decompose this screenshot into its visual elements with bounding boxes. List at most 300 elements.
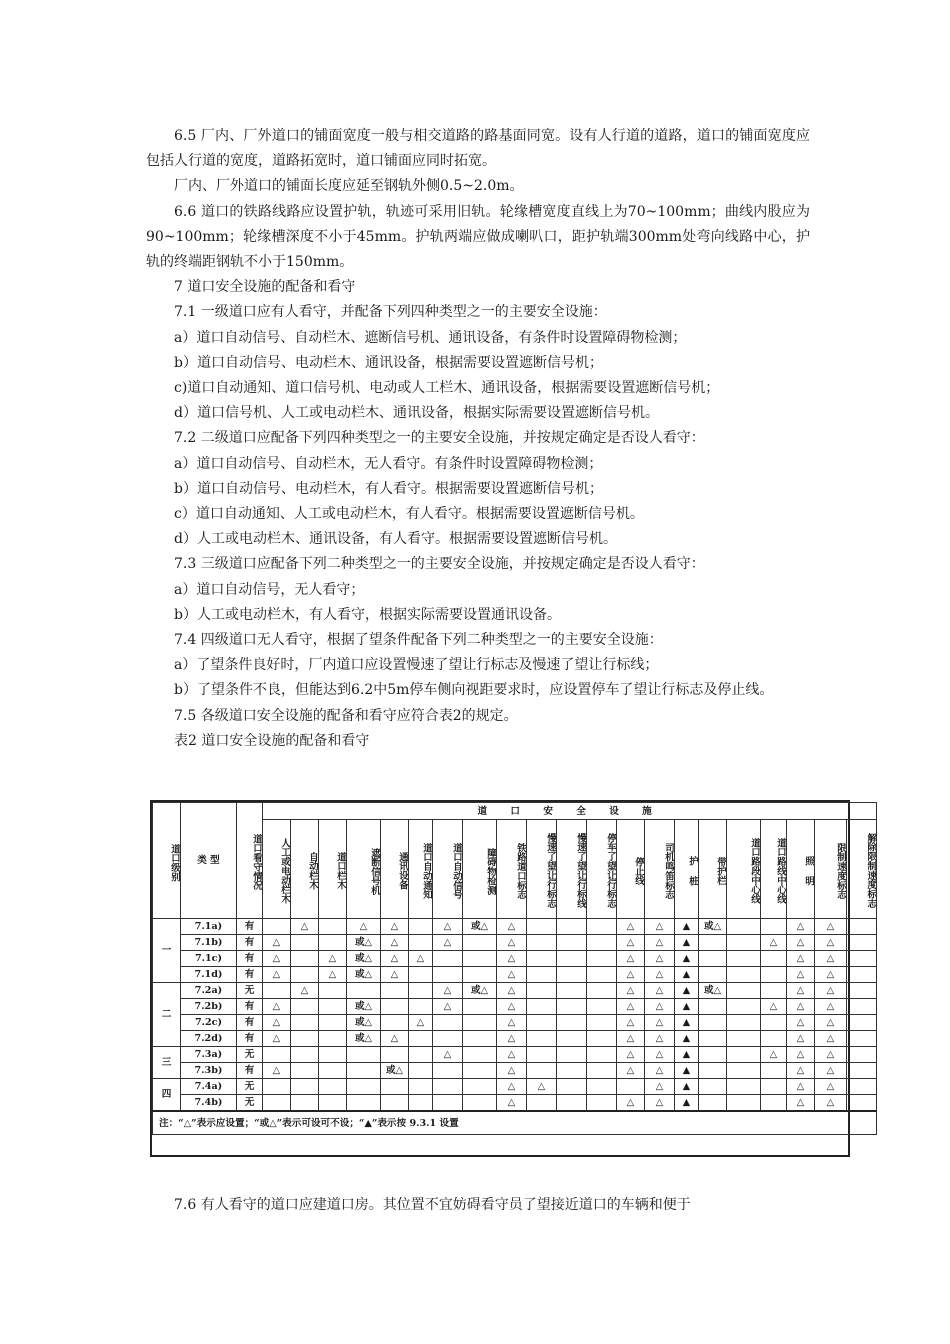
facility-cell: ▲ xyxy=(675,983,699,999)
facility-cell xyxy=(291,1095,319,1112)
facility-cell xyxy=(587,1047,617,1063)
guard-cell: 有 xyxy=(237,999,263,1015)
facility-cell xyxy=(761,1095,787,1112)
facility-cell: △ xyxy=(409,951,433,967)
paragraph: 表2 道口安全设施的配备和看守 xyxy=(174,732,370,749)
facility-cell xyxy=(761,919,787,935)
facility-cell xyxy=(761,951,787,967)
facility-cell: △ xyxy=(815,935,847,951)
facility-cell xyxy=(699,1095,727,1112)
header-facility: 铁路道口标志 xyxy=(497,820,527,919)
facility-cell xyxy=(587,983,617,999)
header-facility: 道口路线中心线 xyxy=(761,820,787,919)
facility-cell xyxy=(847,951,877,967)
facility-cell xyxy=(463,1079,497,1095)
facility-cell xyxy=(557,983,587,999)
guard-cell: 有 xyxy=(237,951,263,967)
facility-cell xyxy=(557,919,587,935)
facility-cell xyxy=(847,1095,877,1112)
facility-cell xyxy=(527,1047,557,1063)
header-facility: 带护栏 xyxy=(699,820,727,919)
paragraph: c)道口自动通知、道口信号机、电动或人工栏木、通讯设备，根据需要设置遮断信号机； xyxy=(174,380,720,397)
facility-cell xyxy=(347,983,381,999)
facility-cell xyxy=(761,967,787,983)
paragraph: d）人工或电动栏木、通讯设备，有人看守。根据需要设置遮断信号机。 xyxy=(174,531,617,548)
table-note: 注：“△”表示应设置；“或△”表示可设可不设；“▲”表示按 9.3.1 设置 xyxy=(153,1111,877,1135)
table-row xyxy=(153,935,877,951)
facility-cell xyxy=(463,1063,497,1079)
facility-cell: △ xyxy=(617,919,645,935)
facility-cell: ▲ xyxy=(675,1063,699,1079)
header-facility: 照 明 xyxy=(787,820,815,919)
facility-cell: △ xyxy=(497,1079,527,1095)
facility-cell: ▲ xyxy=(675,951,699,967)
facility-cell xyxy=(587,935,617,951)
facility-cell: △ xyxy=(381,935,409,951)
facility-cell xyxy=(847,1031,877,1047)
facility-cell: △ xyxy=(645,967,675,983)
guard-cell: 有 xyxy=(237,1063,263,1079)
type-cell: 7.2c) xyxy=(181,1015,237,1031)
facility-cell: △ xyxy=(787,935,815,951)
facility-cell xyxy=(587,1015,617,1031)
header-facility: 解除限制速度标志 xyxy=(847,820,877,919)
header-level: 道口级别 xyxy=(153,803,181,919)
header-facility: 障碍物检测 xyxy=(463,820,497,919)
facility-cell xyxy=(699,999,727,1015)
facility-cell xyxy=(433,1079,463,1095)
table-row xyxy=(153,1063,877,1079)
facility-cell: △ xyxy=(497,1095,527,1112)
facility-cell xyxy=(727,951,761,967)
facility-cell: ▲ xyxy=(675,999,699,1015)
type-cell: 7.2d) xyxy=(181,1031,237,1047)
facility-cell: △ xyxy=(645,1047,675,1063)
facility-cell xyxy=(617,1079,645,1095)
type-cell: 7.1d) xyxy=(181,967,237,983)
facility-cell xyxy=(699,1063,727,1079)
facility-cell: △ xyxy=(617,983,645,999)
facility-cell: △ xyxy=(787,983,815,999)
guard-cell: 无 xyxy=(237,1079,263,1095)
facility-cell xyxy=(727,919,761,935)
facility-cell: △ xyxy=(787,1079,815,1095)
facility-cell: △ xyxy=(815,1015,847,1031)
header-facility: 自动栏木 xyxy=(291,820,319,919)
facility-cell xyxy=(847,1079,877,1095)
table-row xyxy=(153,967,877,983)
header-facility: 道口自动信号 xyxy=(433,820,463,919)
facility-cell xyxy=(381,1047,409,1063)
facility-cell: 或△ xyxy=(347,1015,381,1031)
facility-cell: △ xyxy=(263,999,291,1015)
facility-cell xyxy=(557,1015,587,1031)
facility-cell: △ xyxy=(815,919,847,935)
facility-cell xyxy=(587,1063,617,1079)
facility-cell xyxy=(727,967,761,983)
facility-cell: △ xyxy=(381,919,409,935)
facility-cell xyxy=(761,983,787,999)
guard-cell: 有 xyxy=(237,967,263,983)
facility-cell xyxy=(727,935,761,951)
facility-cell: ▲ xyxy=(675,1095,699,1112)
facility-cell xyxy=(409,983,433,999)
facility-cell xyxy=(409,1031,433,1047)
facility-cell xyxy=(463,999,497,1015)
facility-cell xyxy=(847,935,877,951)
paragraph: 7.5 各级道口安全设施的配备和看守应符合表2的规定。 xyxy=(174,707,518,724)
facility-cell: △ xyxy=(645,1031,675,1047)
facility-cell xyxy=(727,1047,761,1063)
facility-cell xyxy=(291,951,319,967)
facility-cell xyxy=(587,1095,617,1112)
facility-cell: △ xyxy=(787,1063,815,1079)
facility-cell: △ xyxy=(645,999,675,1015)
facility-cell xyxy=(409,919,433,935)
guard-cell: 有 xyxy=(237,1015,263,1031)
facility-cell xyxy=(761,1031,787,1047)
facility-cell xyxy=(347,1079,381,1095)
header-facility: 护 桩 xyxy=(675,820,699,919)
header-facility: 道口自动通知 xyxy=(409,820,433,919)
facility-cell xyxy=(263,919,291,935)
facility-cell: △ xyxy=(617,935,645,951)
facility-cell xyxy=(699,1079,727,1095)
type-cell: 7.2a) xyxy=(181,983,237,999)
facility-cell xyxy=(433,1031,463,1047)
facility-cell xyxy=(319,919,347,935)
type-cell: 7.1b) xyxy=(181,935,237,951)
facility-cell xyxy=(291,999,319,1015)
type-cell: 7.4a) xyxy=(181,1079,237,1095)
facility-cell xyxy=(727,1079,761,1095)
facility-cell xyxy=(847,1015,877,1031)
facility-cell: △ xyxy=(617,1047,645,1063)
facility-cell: △ xyxy=(645,1015,675,1031)
facility-cell: △ xyxy=(645,1095,675,1112)
paragraph: 7 道口安全设施的配备和看守 xyxy=(174,279,356,296)
level-cell: 二 xyxy=(153,983,181,1047)
facility-cell: △ xyxy=(497,935,527,951)
table-row xyxy=(153,1015,877,1031)
facility-cell xyxy=(319,1095,347,1112)
paragraph: 6.5 厂内、厂外道口的铺面宽度一般与相交道路的路基面同宽。设有人行道的道路，道口的铺面宽度应包括人行道的宽度，道路拓宽时，道口铺面应同时拓宽。 xyxy=(146,128,810,170)
paragraph: 7.1 一级道口应有人看守，并配备下列四种类型之一的主要安全设施： xyxy=(174,304,607,321)
facility-cell xyxy=(527,1063,557,1079)
facility-cell xyxy=(847,1047,877,1063)
facility-cell xyxy=(699,951,727,967)
header-facility: 慢速了望让行标线 xyxy=(557,820,587,919)
facility-cell: △ xyxy=(263,1063,291,1079)
level-cell: 四 xyxy=(153,1079,181,1112)
facility-cell: △ xyxy=(761,1047,787,1063)
facility-cell: △ xyxy=(263,967,291,983)
facility-cell xyxy=(463,1031,497,1047)
facility-cell: △ xyxy=(761,935,787,951)
facility-cell xyxy=(291,1079,319,1095)
guard-cell: 有 xyxy=(237,935,263,951)
header-facility: 慢速了望让行标志 xyxy=(527,820,557,919)
facility-cell: 或△ xyxy=(463,983,497,999)
facility-cell: △ xyxy=(787,1095,815,1112)
paragraph: 7.4 四级道口无人看守，根据了望条件配备下列二种类型之一的主要安全设施： xyxy=(174,632,663,649)
facility-cell: △ xyxy=(497,999,527,1015)
facility-cell xyxy=(347,1047,381,1063)
facility-cell xyxy=(699,1015,727,1031)
facility-cell: △ xyxy=(787,999,815,1015)
facility-cell: 或△ xyxy=(347,951,381,967)
facility-cell xyxy=(727,999,761,1015)
type-cell: 7.1c) xyxy=(181,951,237,967)
facility-table xyxy=(150,800,877,1157)
facility-cell xyxy=(557,1095,587,1112)
facility-cell: △ xyxy=(617,967,645,983)
facility-cell: △ xyxy=(497,983,527,999)
facility-cell xyxy=(463,935,497,951)
facility-cell: 或△ xyxy=(347,967,381,983)
facility-cell: △ xyxy=(815,983,847,999)
table-row xyxy=(153,1031,877,1047)
facility-cell xyxy=(727,983,761,999)
facility-cell: ▲ xyxy=(675,1015,699,1031)
facility-cell xyxy=(527,935,557,951)
facility-cell xyxy=(527,1095,557,1112)
facility-cell xyxy=(527,967,557,983)
facility-cell xyxy=(263,1047,291,1063)
facility-cell: △ xyxy=(291,983,319,999)
paragraph: 7.2 二级道口应配备下列四种类型之一的主要安全设施，并按规定确定是否设人看守： xyxy=(174,430,705,447)
facility-cell: △ xyxy=(381,1031,409,1047)
facility-cell xyxy=(727,1015,761,1031)
facility-cell xyxy=(761,1079,787,1095)
header-facility: 道口栏木 xyxy=(319,820,347,919)
facility-cell xyxy=(557,935,587,951)
facility-cell xyxy=(409,999,433,1015)
facility-cell: △ xyxy=(497,951,527,967)
facility-cell xyxy=(587,967,617,983)
header-facility: 遮断信号机 xyxy=(347,820,381,919)
facility-cell: △ xyxy=(433,1047,463,1063)
type-cell: 7.1a) xyxy=(181,919,237,935)
facility-cell: ▲ xyxy=(675,1047,699,1063)
facility-cell: 或△ xyxy=(699,919,727,935)
paragraph: b）道口自动信号、电动栏木、通讯设备，根据需要设置遮断信号机； xyxy=(174,354,603,371)
facility-cell xyxy=(557,1063,587,1079)
paragraph: 6.6 道口的铁路线路应设置护轨，轨迹可采用旧轨。轮缘槽宽度直线上为70~100mm；曲线内股应为90~100mm；轮缘槽深度不小于45mm。护轨两端应做成喇叭口，距护轨端300mm处弯向线路中心，护轨的终端距钢轨不小于150mm。 xyxy=(146,203,810,271)
facility-cell xyxy=(727,1031,761,1047)
header-facilities: 道 口 安 全 设 施 xyxy=(263,803,877,820)
facility-cell xyxy=(319,999,347,1015)
paragraph: a）道口自动信号、自动栏木、遮断信号机、通讯设备，有条件时设置障碍物检测； xyxy=(174,329,687,346)
header-facility: 停止线 xyxy=(617,820,645,919)
facility-cell: 或△ xyxy=(463,919,497,935)
facility-cell: △ xyxy=(815,1079,847,1095)
facility-cell xyxy=(587,919,617,935)
facility-cell xyxy=(463,967,497,983)
facility-cell xyxy=(291,1015,319,1031)
facility-cell: △ xyxy=(815,951,847,967)
facility-cell xyxy=(699,935,727,951)
facility-cell: ▲ xyxy=(675,919,699,935)
facility-cell: △ xyxy=(645,1079,675,1095)
facility-cell xyxy=(557,951,587,967)
facility-cell xyxy=(557,1079,587,1095)
facility-cell xyxy=(347,1095,381,1112)
facility-cell xyxy=(847,967,877,983)
facility-cell xyxy=(527,919,557,935)
facility-cell: △ xyxy=(497,1047,527,1063)
paragraph: a）道口自动信号、自动栏木，无人看守。有条件时设置障碍物检测； xyxy=(174,455,603,472)
facility-cell xyxy=(409,1095,433,1112)
facility-cell: △ xyxy=(497,967,527,983)
type-cell: 7.3a) xyxy=(181,1047,237,1063)
facility-cell: △ xyxy=(291,919,319,935)
header-type: 类 型 xyxy=(181,803,237,919)
facility-cell: △ xyxy=(381,951,409,967)
guard-cell: 无 xyxy=(237,1095,263,1112)
paragraph: a）道口自动信号，无人看守； xyxy=(174,581,365,598)
facility-cell xyxy=(409,935,433,951)
facility-cell: △ xyxy=(497,1063,527,1079)
facility-cell xyxy=(527,951,557,967)
facility-cell xyxy=(761,1063,787,1079)
facility-cell xyxy=(587,999,617,1015)
facility-cell xyxy=(319,983,347,999)
facility-cell xyxy=(557,1047,587,1063)
facility-cell: △ xyxy=(787,967,815,983)
facility-cell xyxy=(463,1047,497,1063)
facility-cell: △ xyxy=(433,999,463,1015)
facility-cell: △ xyxy=(645,983,675,999)
paragraph: 厂内、厂外道口的铺面长度应延至钢轨外侧0.5~2.0m。 xyxy=(174,178,524,195)
facility-cell: △ xyxy=(815,1095,847,1112)
facility-cell xyxy=(463,1015,497,1031)
type-cell: 7.4b) xyxy=(181,1095,237,1112)
facility-cell: △ xyxy=(645,919,675,935)
facility-cell xyxy=(433,951,463,967)
header-facility: 司机鸣笛标志 xyxy=(645,820,675,919)
facility-cell: △ xyxy=(433,935,463,951)
facility-cell xyxy=(433,967,463,983)
facility-cell: △ xyxy=(815,1031,847,1047)
paragraph: a）了望条件良好时，厂内道口应设置慢速了望让行标志及慢速了望让行标线； xyxy=(174,657,659,674)
facility-cell: △ xyxy=(761,999,787,1015)
facility-cell xyxy=(463,951,497,967)
facility-cell xyxy=(381,983,409,999)
facility-cell xyxy=(291,935,319,951)
paragraph: d）道口信号机、人工或电动栏木、通讯设备，根据实际需要设置遮断信号机。 xyxy=(174,405,659,422)
facility-cell xyxy=(433,1095,463,1112)
facility-cell xyxy=(847,919,877,935)
facility-cell: △ xyxy=(617,1031,645,1047)
facility-cell xyxy=(587,1031,617,1047)
facility-cell xyxy=(409,967,433,983)
facility-cell: ▲ xyxy=(675,935,699,951)
facility-cell xyxy=(319,1031,347,1047)
facility-cell xyxy=(319,1047,347,1063)
facility-cell xyxy=(527,999,557,1015)
facility-cell xyxy=(557,999,587,1015)
facility-cell xyxy=(699,1031,727,1047)
facility-cell: △ xyxy=(815,999,847,1015)
facility-cell: △ xyxy=(617,951,645,967)
facility-cell xyxy=(847,983,877,999)
facility-cell xyxy=(433,1015,463,1031)
facility-cell: △ xyxy=(787,1047,815,1063)
facility-cell xyxy=(409,1079,433,1095)
facility-cell xyxy=(319,1015,347,1031)
facility-cell: △ xyxy=(617,1015,645,1031)
facility-cell: 或△ xyxy=(347,1031,381,1047)
guard-cell: 无 xyxy=(237,983,263,999)
facility-cell xyxy=(727,1095,761,1112)
facility-cell: △ xyxy=(319,951,347,967)
guard-cell: 无 xyxy=(237,1047,263,1063)
facility-cell xyxy=(699,1047,727,1063)
facility-cell xyxy=(527,1015,557,1031)
facility-cell xyxy=(587,1079,617,1095)
header-facility: 限制速度标志 xyxy=(815,820,847,919)
level-cell: 三 xyxy=(153,1047,181,1079)
paragraph: c）道口自动通知、人工或电动栏木，有人看守。根据需要设置遮断信号机。 xyxy=(174,506,644,523)
facility-cell: △ xyxy=(527,1079,557,1095)
facility-cell: △ xyxy=(617,999,645,1015)
facility-cell xyxy=(263,983,291,999)
facility-cell xyxy=(527,1031,557,1047)
facility-cell xyxy=(381,999,409,1015)
facility-cell xyxy=(527,983,557,999)
type-cell: 7.3b) xyxy=(181,1063,237,1079)
facility-cell: △ xyxy=(263,1031,291,1047)
facility-cell xyxy=(381,1079,409,1095)
header-facility: 道口路段中心线 xyxy=(727,820,761,919)
facility-cell: △ xyxy=(347,919,381,935)
facility-cell: △ xyxy=(815,967,847,983)
header-facility: 停车了望让行标志 xyxy=(587,820,617,919)
facility-cell xyxy=(761,1015,787,1031)
facility-cell: 或△ xyxy=(347,999,381,1015)
facility-cell: △ xyxy=(787,1015,815,1031)
facility-cell xyxy=(319,1063,347,1079)
paragraph: b）道口自动信号、电动栏木，有人看守。根据需要设置遮断信号机； xyxy=(174,480,603,497)
bottom-paragraph: 7.6 有人看守的道口应建道口房。其位置不宜妨碍看守员了望接近道口的车辆和便于 xyxy=(174,1197,691,1213)
table-row xyxy=(153,951,877,967)
facility-cell xyxy=(433,1063,463,1079)
facility-cell xyxy=(263,1079,291,1095)
facility-cell: ▲ xyxy=(675,1031,699,1047)
paragraph: b）人工或电动栏木，有人看守，根据实际需要设置通讯设备。 xyxy=(174,606,561,623)
guard-cell: 有 xyxy=(237,1031,263,1047)
facility-cell: △ xyxy=(497,1015,527,1031)
facility-cell: 或△ xyxy=(381,1063,409,1079)
table-row xyxy=(153,1095,877,1112)
level-cell: 一 xyxy=(153,919,181,983)
facility-cell: △ xyxy=(815,1047,847,1063)
facility-cell: △ xyxy=(645,951,675,967)
facility-table-grid xyxy=(152,802,877,1135)
facility-cell: 或△ xyxy=(699,983,727,999)
facility-cell: △ xyxy=(409,1015,433,1031)
table-row xyxy=(153,983,877,999)
facility-cell: △ xyxy=(617,1063,645,1079)
facility-cell xyxy=(847,1063,877,1079)
table-row xyxy=(153,1079,877,1095)
facility-cell: △ xyxy=(497,919,527,935)
facility-cell: △ xyxy=(263,951,291,967)
facility-cell: △ xyxy=(617,1095,645,1112)
facility-cell xyxy=(381,1015,409,1031)
facility-cell: △ xyxy=(815,1063,847,1079)
